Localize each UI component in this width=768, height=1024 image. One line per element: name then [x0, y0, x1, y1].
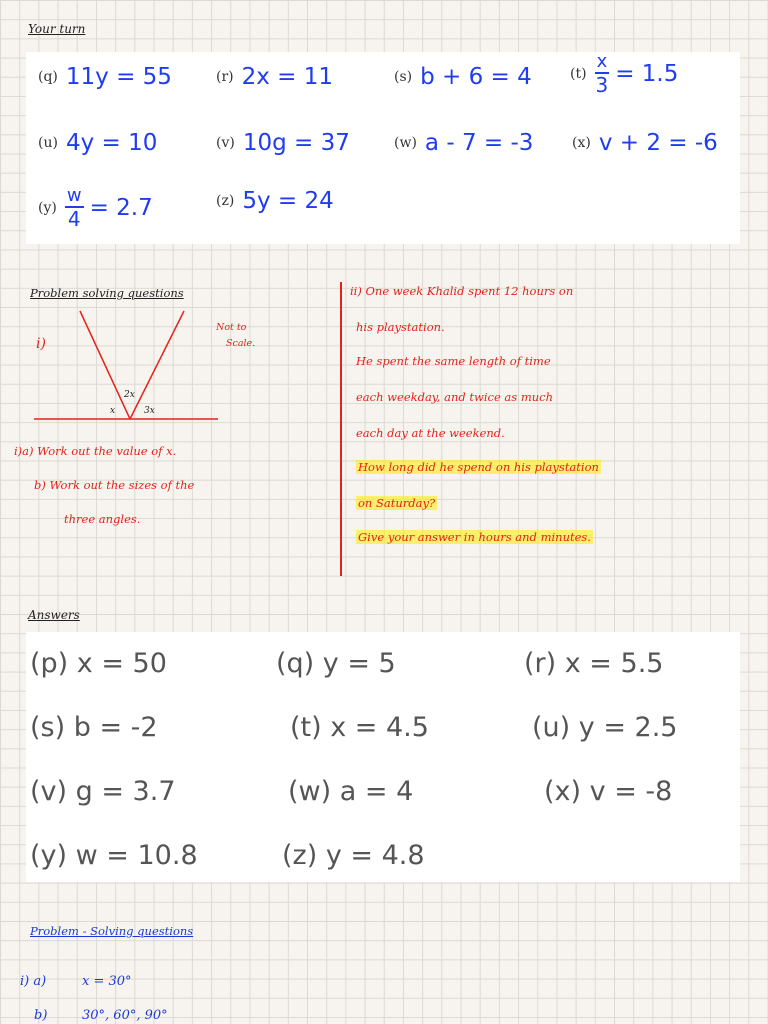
exercise-label: (y) [38, 200, 57, 216]
question-2-line: Give your answer in hours and minutes. [358, 530, 591, 544]
answer-u: (u) y = 2.5 [532, 712, 678, 743]
exercise-label: (w) [394, 135, 417, 151]
ps-answer-a-label: i) a) [20, 974, 47, 989]
exercise-label: (q) [38, 69, 58, 85]
ps-answers-title: Problem - Solving questions [30, 924, 194, 938]
question-1-part-b: three angles. [64, 512, 141, 526]
problem-solving-title: Problem solving questions [30, 286, 184, 300]
answer-q: (q) y = 5 [276, 648, 396, 679]
exercise-fraction [595, 52, 610, 96]
exercise-label: (s) [394, 69, 413, 85]
exercise-label: (r) [216, 69, 234, 85]
question-1-part-b: b) Work out the sizes of the [34, 478, 195, 492]
exercise-equation: = 2.7 [89, 195, 153, 221]
exercise-equation: 5y = 24 [242, 188, 334, 214]
exercise-label: (v) [216, 135, 235, 151]
question-2-line: on Saturday? [358, 496, 436, 510]
question-2-line: ii) One week Khalid spent 12 hours on [350, 284, 574, 298]
fraction-denominator: 3 [595, 73, 609, 97]
question-2-line: each day at the weekend. [356, 426, 505, 440]
ps-answer-b-label: b) [34, 1008, 48, 1023]
diagram-right-arm [130, 311, 184, 419]
ps-answer-a-value: x = 30° [82, 974, 132, 989]
ps-answer-b-value: 30°, 60°, 90° [82, 1008, 168, 1023]
exercise-u [38, 130, 157, 156]
answer-v: (v) g = 3.7 [30, 776, 176, 807]
exercise-label: (z) [216, 193, 235, 209]
exercise-equation: b + 6 = 4 [420, 64, 532, 90]
exercise-equation: 11y = 55 [65, 64, 172, 90]
question-2-highlight-row [356, 460, 601, 474]
fraction-numerator: w [66, 185, 82, 206]
exercise-label: (u) [38, 135, 58, 151]
exercise-equation: 2x = 11 [241, 64, 334, 90]
not-to-scale-note: Not to [216, 322, 247, 333]
exercise-equation: 4y = 10 [65, 130, 158, 156]
not-to-scale-note: Scale. [226, 338, 256, 349]
exercise-z [216, 188, 334, 214]
section-divider [340, 282, 342, 576]
angle-label-top: 2x [124, 390, 135, 400]
fraction-denominator: 4 [67, 207, 81, 231]
exercise-fraction [65, 186, 84, 230]
answer-y: (y) w = 10.8 [30, 840, 198, 871]
answer-s: (s) b = -2 [30, 712, 158, 743]
fraction-numerator: x [596, 51, 608, 72]
question-2-line: each weekday, and twice as much [356, 390, 553, 404]
answer-r: (r) x = 5.5 [524, 648, 664, 679]
exercise-q [38, 64, 172, 90]
question-2-line: his playstation. [356, 320, 445, 334]
exercise-y [38, 186, 153, 230]
question-1-part-a: i)a) Work out the value of x. [14, 444, 177, 458]
exercise-t [570, 52, 678, 96]
answer-p: (p) x = 50 [30, 648, 167, 679]
answer-w: (w) a = 4 [288, 776, 414, 807]
question-2-line: How long did he spend on his playstation [358, 460, 599, 474]
angle-label-right: 3x [144, 406, 155, 416]
answers-title: Answers [28, 608, 80, 622]
question-1-number: i) [36, 336, 46, 352]
page-title: Your turn [28, 22, 86, 36]
diagram-left-arm [80, 311, 130, 419]
question-2-line: He spent the same length of time [356, 354, 551, 368]
exercise-s [394, 64, 532, 90]
exercise-label: (x) [572, 135, 591, 151]
answer-x: (x) v = -8 [544, 776, 673, 807]
exercise-w [394, 130, 533, 156]
exercise-equation: = 1.5 [615, 61, 679, 87]
answer-z: (z) y = 4.8 [282, 840, 425, 871]
angle-label-left: x [110, 406, 116, 416]
answer-t: (t) x = 4.5 [290, 712, 429, 743]
angle-diagram [30, 305, 240, 425]
question-2-highlight-row [356, 530, 593, 544]
exercise-x [572, 130, 718, 156]
exercise-equation: 10g = 37 [242, 130, 350, 156]
exercise-equation: a - 7 = -3 [424, 130, 534, 156]
exercise-v [216, 130, 350, 156]
exercise-r [216, 64, 333, 90]
exercise-label: (t) [570, 66, 587, 82]
exercise-equation: v + 2 = -6 [598, 130, 718, 156]
question-2-highlight-row [356, 496, 437, 510]
